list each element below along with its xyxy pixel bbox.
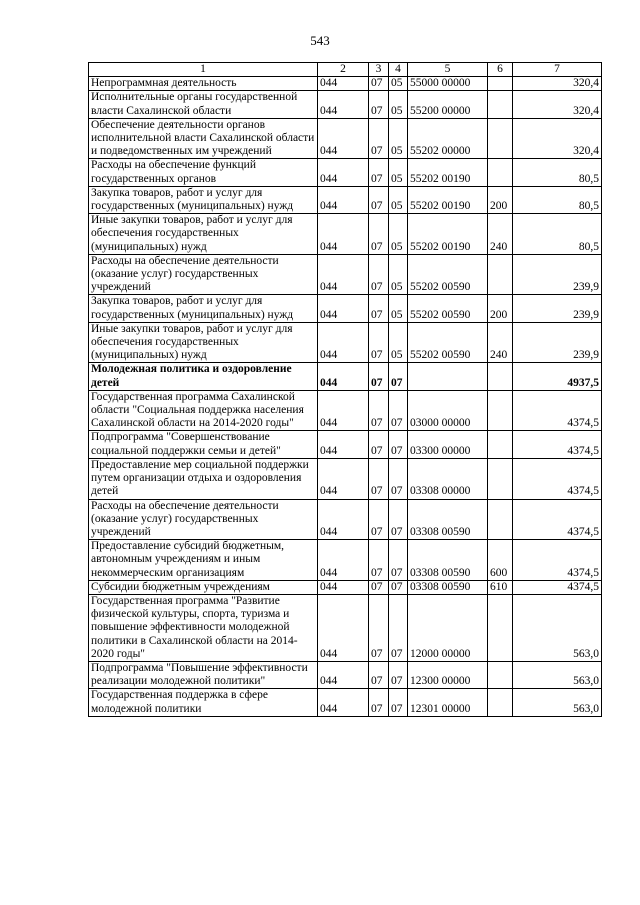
row-amount: 239,9 xyxy=(513,254,602,295)
column-header: 2 xyxy=(318,63,369,77)
row-col-5: 03000 00000 xyxy=(408,390,488,431)
row-col-3: 07 xyxy=(369,186,389,213)
row-col-4: 05 xyxy=(389,254,408,295)
table-row xyxy=(89,159,602,186)
row-col-4: 05 xyxy=(389,214,408,255)
row-col-2: 044 xyxy=(318,118,369,159)
row-name: Субсидии бюджетным учреждениям xyxy=(89,580,318,594)
row-name: Расходы на обеспечение деятельности (оказание услуг) государственных учреждений xyxy=(89,254,318,295)
row-col-5: 12000 00000 xyxy=(408,594,488,661)
row-amount: 80,5 xyxy=(513,159,602,186)
row-col-3: 07 xyxy=(369,77,389,91)
row-name: Предоставление субсидий бюджетным, автономным учреждениям и иным некоммерческим организациям xyxy=(89,540,318,581)
row-col-4: 05 xyxy=(389,77,408,91)
table-row xyxy=(89,363,602,390)
row-col-5: 03300 00000 xyxy=(408,431,488,458)
row-col-3: 07 xyxy=(369,390,389,431)
table-row xyxy=(89,322,602,363)
table-row xyxy=(89,91,602,118)
row-col-3: 07 xyxy=(369,363,389,390)
row-col-4: 07 xyxy=(389,540,408,581)
row-col-5: 55202 00190 xyxy=(408,159,488,186)
row-col-4: 07 xyxy=(389,689,408,716)
table-body xyxy=(89,77,602,717)
row-col-2: 044 xyxy=(318,458,369,499)
row-name: Молодежная политика и оздоровление детей xyxy=(89,363,318,390)
row-name: Исполнительные органы государственной власти Сахалинской области xyxy=(89,91,318,118)
row-col-5: 03308 00000 xyxy=(408,458,488,499)
row-name: Расходы на обеспечение деятельности (оказание услуг) государственных учреждений xyxy=(89,499,318,540)
row-name: Непрограммная деятельность xyxy=(89,77,318,91)
row-col-6 xyxy=(488,431,513,458)
row-col-3: 07 xyxy=(369,254,389,295)
row-amount: 320,4 xyxy=(513,77,602,91)
row-col-6 xyxy=(488,499,513,540)
row-amount: 320,4 xyxy=(513,118,602,159)
row-col-5: 55202 00590 xyxy=(408,295,488,322)
row-col-4: 05 xyxy=(389,91,408,118)
row-col-3: 07 xyxy=(369,580,389,594)
table-row xyxy=(89,118,602,159)
row-col-4: 07 xyxy=(389,661,408,688)
table-row xyxy=(89,431,602,458)
row-col-6 xyxy=(488,390,513,431)
column-header: 6 xyxy=(488,63,513,77)
row-amount: 563,0 xyxy=(513,661,602,688)
row-amount: 4374,5 xyxy=(513,580,602,594)
row-name: Государственная поддержка в сфере молодежной политики xyxy=(89,689,318,716)
table-row xyxy=(89,458,602,499)
row-col-6: 200 xyxy=(488,186,513,213)
row-amount: 80,5 xyxy=(513,214,602,255)
row-col-3: 07 xyxy=(369,594,389,661)
table-row xyxy=(89,499,602,540)
row-col-3: 07 xyxy=(369,91,389,118)
row-col-4: 05 xyxy=(389,159,408,186)
row-col-3: 07 xyxy=(369,689,389,716)
row-col-4: 07 xyxy=(389,390,408,431)
row-col-2: 044 xyxy=(318,159,369,186)
row-amount: 239,9 xyxy=(513,295,602,322)
row-amount: 4374,5 xyxy=(513,431,602,458)
row-col-2: 044 xyxy=(318,499,369,540)
row-col-6: 610 xyxy=(488,580,513,594)
row-col-4: 05 xyxy=(389,118,408,159)
row-col-6 xyxy=(488,91,513,118)
table-row xyxy=(89,295,602,322)
row-col-6: 240 xyxy=(488,322,513,363)
row-col-5: 55202 00590 xyxy=(408,322,488,363)
table-row xyxy=(89,186,602,213)
row-col-6 xyxy=(488,363,513,390)
row-col-4: 07 xyxy=(389,431,408,458)
row-col-3: 07 xyxy=(369,295,389,322)
row-col-4: 05 xyxy=(389,186,408,213)
row-amount: 4374,5 xyxy=(513,458,602,499)
table-row xyxy=(89,77,602,91)
row-col-5: 55202 00590 xyxy=(408,254,488,295)
table-row xyxy=(89,594,602,661)
column-header: 7 xyxy=(513,63,602,77)
table-row xyxy=(89,214,602,255)
row-col-3: 07 xyxy=(369,540,389,581)
row-col-5: 12301 00000 xyxy=(408,689,488,716)
table-row xyxy=(89,540,602,581)
row-col-2: 044 xyxy=(318,363,369,390)
row-col-5 xyxy=(408,363,488,390)
row-col-5: 55202 00190 xyxy=(408,186,488,213)
row-col-6: 200 xyxy=(488,295,513,322)
row-col-5: 55000 00000 xyxy=(408,77,488,91)
row-col-2: 044 xyxy=(318,540,369,581)
row-col-2: 044 xyxy=(318,77,369,91)
row-col-2: 044 xyxy=(318,431,369,458)
table-row xyxy=(89,580,602,594)
row-name: Иные закупки товаров, работ и услуг для обеспечения государственных (муниципальных) нужд xyxy=(89,214,318,255)
row-col-5: 12300 00000 xyxy=(408,661,488,688)
row-col-6 xyxy=(488,594,513,661)
row-name: Закупка товаров, работ и услуг для государственных (муниципальных) нужд xyxy=(89,186,318,213)
row-amount: 4374,5 xyxy=(513,499,602,540)
row-amount: 4937,5 xyxy=(513,363,602,390)
row-col-4: 07 xyxy=(389,363,408,390)
row-col-2: 044 xyxy=(318,295,369,322)
row-col-5: 03308 00590 xyxy=(408,540,488,581)
row-col-3: 07 xyxy=(369,322,389,363)
row-amount: 563,0 xyxy=(513,594,602,661)
row-col-3: 07 xyxy=(369,458,389,499)
row-col-4: 07 xyxy=(389,458,408,499)
row-col-2: 044 xyxy=(318,689,369,716)
row-col-4: 05 xyxy=(389,322,408,363)
row-col-5: 03308 00590 xyxy=(408,580,488,594)
row-col-3: 07 xyxy=(369,499,389,540)
row-col-3: 07 xyxy=(369,214,389,255)
row-name: Закупка товаров, работ и услуг для государственных (муниципальных) нужд xyxy=(89,295,318,322)
row-col-6 xyxy=(488,254,513,295)
table-row xyxy=(89,390,602,431)
row-col-6 xyxy=(488,118,513,159)
row-col-2: 044 xyxy=(318,322,369,363)
row-name: Иные закупки товаров, работ и услуг для обеспечения государственных (муниципальных) нужд xyxy=(89,322,318,363)
row-amount: 239,9 xyxy=(513,322,602,363)
row-amount: 563,0 xyxy=(513,689,602,716)
row-col-3: 07 xyxy=(369,661,389,688)
row-col-2: 044 xyxy=(318,186,369,213)
row-col-2: 044 xyxy=(318,390,369,431)
row-name: Государственная программа "Развитие физической культуры, спорта, туризма и повышение эффективности молодежной политики в Сахалинской области на 2014-2020 годы" xyxy=(89,594,318,661)
row-name: Обеспечение деятельности органов исполнительной власти Сахалинской области и подведомственных им учреждений xyxy=(89,118,318,159)
row-col-4: 05 xyxy=(389,295,408,322)
table-row xyxy=(89,254,602,295)
row-col-6 xyxy=(488,689,513,716)
row-col-5: 55202 00000 xyxy=(408,118,488,159)
row-amount: 4374,5 xyxy=(513,390,602,431)
column-header: 4 xyxy=(389,63,408,77)
row-col-4: 07 xyxy=(389,499,408,540)
row-col-2: 044 xyxy=(318,214,369,255)
row-col-5: 55202 00190 xyxy=(408,214,488,255)
row-col-6 xyxy=(488,661,513,688)
row-col-2: 044 xyxy=(318,91,369,118)
column-header: 3 xyxy=(369,63,389,77)
row-name: Подпрограмма "Совершенствование социальной поддержки семьи и детей" xyxy=(89,431,318,458)
row-col-6 xyxy=(488,77,513,91)
table-row xyxy=(89,689,602,716)
row-col-3: 07 xyxy=(369,159,389,186)
row-col-4: 07 xyxy=(389,580,408,594)
row-name: Государственная программа Сахалинской области "Социальная поддержка населения Сахалинской области на 2014-2020 годы" xyxy=(89,390,318,431)
budget-table xyxy=(88,62,602,717)
row-amount: 4374,5 xyxy=(513,540,602,581)
row-col-6: 240 xyxy=(488,214,513,255)
row-name: Подпрограмма "Повышение эффективности реализации молодежной политики" xyxy=(89,661,318,688)
row-col-6 xyxy=(488,159,513,186)
row-col-2: 044 xyxy=(318,254,369,295)
row-col-6: 600 xyxy=(488,540,513,581)
row-col-5: 03308 00590 xyxy=(408,499,488,540)
column-header: 1 xyxy=(89,63,318,77)
row-col-4: 07 xyxy=(389,594,408,661)
column-header: 5 xyxy=(408,63,488,77)
row-col-2: 044 xyxy=(318,594,369,661)
row-amount: 80,5 xyxy=(513,186,602,213)
row-col-6 xyxy=(488,458,513,499)
row-col-3: 07 xyxy=(369,118,389,159)
header-row xyxy=(89,63,602,77)
page-number: 543 xyxy=(310,33,330,48)
row-col-5: 55200 00000 xyxy=(408,91,488,118)
row-amount: 320,4 xyxy=(513,91,602,118)
row-col-2: 044 xyxy=(318,580,369,594)
row-col-2: 044 xyxy=(318,661,369,688)
row-name: Предоставление мер социальной поддержки путем организации отдыха и оздоровления детей xyxy=(89,458,318,499)
row-col-3: 07 xyxy=(369,431,389,458)
table-row xyxy=(89,661,602,688)
row-name: Расходы на обеспечение функций государственных органов xyxy=(89,159,318,186)
